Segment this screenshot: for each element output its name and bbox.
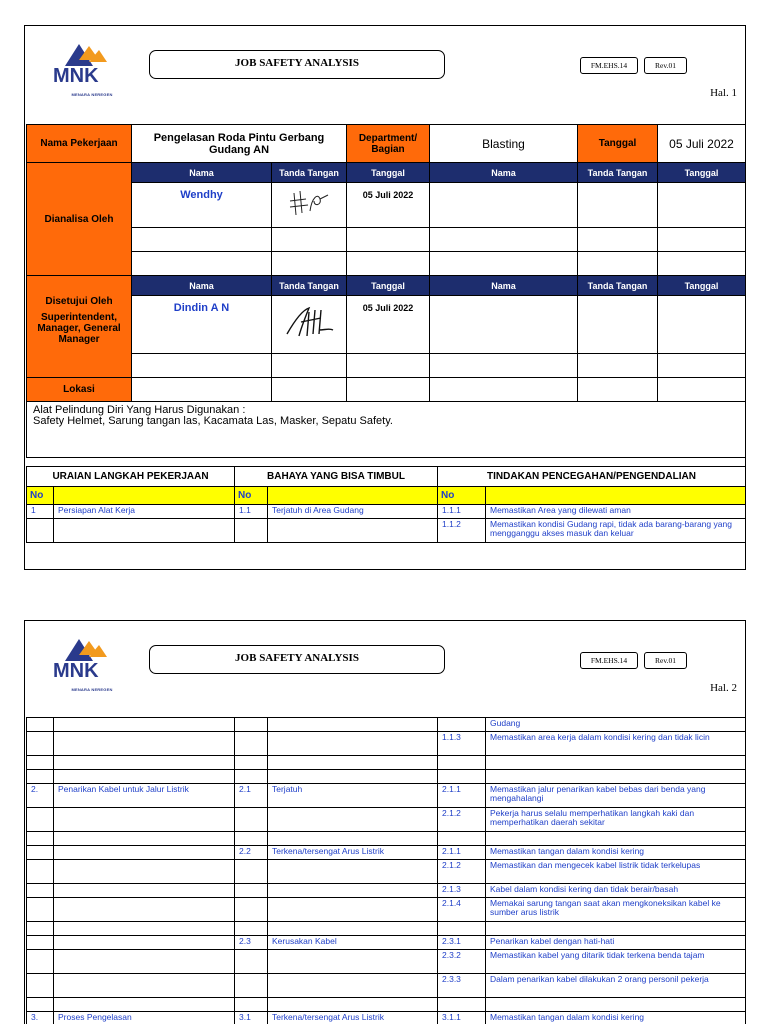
cell-step — [54, 832, 235, 846]
job-info-table — [26, 124, 746, 458]
cell-n2: 3.1 — [235, 1012, 268, 1024]
analyzed-by-label: Dianalisa Oleh — [27, 163, 132, 276]
cell-n1 — [27, 974, 54, 998]
cell-hazard — [268, 950, 438, 974]
cell-n3 — [438, 832, 486, 846]
job-name-label: Nama Pekerjaan — [27, 125, 132, 163]
cell-step — [54, 884, 235, 898]
col-header-date: Tanggal — [658, 163, 746, 183]
cell-control — [486, 922, 746, 936]
cell-step — [54, 950, 235, 974]
revision-code: Rev.01 — [644, 57, 687, 74]
page-number: Hal. 2 — [710, 682, 737, 694]
table-row — [27, 832, 746, 846]
cell-hazard: Terkena/tersengat Arus Listrik — [268, 846, 438, 860]
cell-hazard — [268, 732, 438, 756]
cell-n2: 2.2 — [235, 846, 268, 860]
signature-image-icon — [284, 185, 334, 221]
cell-control: Penarikan kabel dengan hati-hati — [486, 936, 746, 950]
table-row — [27, 732, 746, 756]
approved-by-label — [27, 276, 132, 378]
cell-hazard — [268, 974, 438, 998]
ppe-items: Safety Helmet, Sarung tangan las, Kacamata Las, Masker, Sepatu Safety. — [33, 415, 393, 427]
cell-n3 — [438, 922, 486, 936]
cell-hazard: Terkena/tersengat Arus Listrik — [268, 1012, 438, 1024]
cell-n3: 2.1.1 — [438, 846, 486, 860]
cell-step: Persiapan Alat Kerja — [54, 505, 235, 519]
steps-table-continued — [26, 717, 746, 1024]
cell-control: Memastikan dan mengecek kabel listrik tidak terkelupas — [486, 860, 746, 884]
table-row — [27, 936, 746, 950]
cell-step — [54, 846, 235, 860]
cell-n2 — [235, 808, 268, 832]
cell-hazard — [268, 998, 438, 1012]
cell-n1 — [27, 846, 54, 860]
cell-control: Memastikan kondisi Gudang rapi, tidak ada barang-barang yang mengganggu akses masuk dan keluar — [486, 519, 746, 543]
page-number: Hal. 1 — [710, 87, 737, 99]
no-header: No — [438, 487, 486, 505]
cell-n2: 2.1 — [235, 784, 268, 808]
approver-date: 05 Juli 2022 — [347, 296, 430, 354]
revision-code: Rev.01 — [644, 652, 687, 669]
steps-table — [26, 466, 746, 543]
cell-n1 — [27, 770, 54, 784]
cell-n1: 3. — [27, 1012, 54, 1024]
table-row — [27, 784, 746, 808]
date-label: Tanggal — [578, 125, 658, 163]
form-code: FM.EHS.14 — [580, 652, 638, 669]
cell-hazard — [268, 519, 438, 543]
cell-hazard — [268, 718, 438, 732]
cell-hazard — [268, 898, 438, 922]
analyst-date: 05 Juli 2022 — [347, 183, 430, 228]
ppe-section — [27, 402, 746, 458]
table-row — [27, 860, 746, 884]
cell-n1 — [27, 808, 54, 832]
col-header-name: Nama — [430, 276, 578, 296]
cell-n1 — [27, 718, 54, 732]
company-logo — [45, 34, 137, 96]
cell-hazard — [268, 860, 438, 884]
cell-step — [54, 718, 235, 732]
cell-control — [486, 770, 746, 784]
cell-hazard — [268, 922, 438, 936]
cell-n2 — [235, 898, 268, 922]
no-header: No — [27, 487, 54, 505]
cell-n2 — [235, 998, 268, 1012]
cell-n3: 2.1.3 — [438, 884, 486, 898]
table-row — [27, 974, 746, 998]
logo-mark-icon — [45, 34, 137, 86]
cell-n1 — [27, 519, 54, 543]
cell-step — [54, 756, 235, 770]
logo-text: MNK — [53, 660, 99, 681]
cell-n3: 1.1.3 — [438, 732, 486, 756]
cell-hazard — [268, 832, 438, 846]
logo-subtitle: MENARA NEREGEN — [71, 687, 113, 692]
approver-signature — [272, 296, 347, 354]
col-header-signature: Tanda Tangan — [272, 276, 347, 296]
cell-n2: 1.1 — [235, 505, 268, 519]
cell-step — [54, 922, 235, 936]
date-value: 05 Juli 2022 — [658, 125, 746, 163]
cell-n2 — [235, 922, 268, 936]
cell-control: Memakai sarung tangan saat akan mengkoneksikan kabel ke sumber arus listrik — [486, 898, 746, 922]
analyst-signature — [272, 183, 347, 228]
table-row — [27, 1012, 746, 1024]
controls-header: TINDAKAN PENCEGAHAN/PENGENDALIAN — [438, 467, 746, 487]
col-header-date: Tanggal — [658, 276, 746, 296]
cell-hazard: Terjatuh — [268, 784, 438, 808]
cell-step — [54, 808, 235, 832]
cell-n3: 1.1.1 — [438, 505, 486, 519]
cell-control — [486, 756, 746, 770]
cell-step — [54, 860, 235, 884]
cell-n1 — [27, 832, 54, 846]
table-row — [27, 756, 746, 770]
hazards-header: BAHAYA YANG BISA TIMBUL — [235, 467, 438, 487]
table-row — [27, 519, 746, 543]
col-header-signature: Tanda Tangan — [578, 276, 658, 296]
col-header-date: Tanggal — [347, 163, 430, 183]
cell-hazard — [268, 808, 438, 832]
cell-n2 — [235, 974, 268, 998]
cell-control: Memastikan tangan dalam kondisi kering — [486, 1012, 746, 1024]
cell-step — [54, 770, 235, 784]
approver-roles: Superintendent, Manager, General Manager — [37, 312, 121, 345]
cell-n3: 3.1.1 — [438, 1012, 486, 1024]
cell-hazard: Kerusakan Kabel — [268, 936, 438, 950]
cell-control: Pekerja harus selalu memperhatikan langkah kaki dan memperhatikan daerah sekitar — [486, 808, 746, 832]
cell-n2 — [235, 756, 268, 770]
cell-hazard — [268, 884, 438, 898]
table-row — [27, 884, 746, 898]
cell-step — [54, 998, 235, 1012]
cell-n3: 1.1.2 — [438, 519, 486, 543]
col-header-name: Nama — [132, 276, 272, 296]
analyst-name: Wendhy — [132, 183, 272, 228]
approver-name: Dindin A N — [132, 296, 272, 354]
page-2 — [24, 620, 746, 1024]
ppe-title: Alat Pelindung Diri Yang Harus Digunakan : — [33, 404, 246, 416]
table-row — [27, 950, 746, 974]
cell-n1 — [27, 936, 54, 950]
cell-n1: 2. — [27, 784, 54, 808]
cell-step — [54, 732, 235, 756]
page-1 — [24, 25, 746, 570]
cell-n1 — [27, 860, 54, 884]
cell-control: Memastikan Area yang dilewati aman — [486, 505, 746, 519]
cell-control: Memastikan kabel yang ditarik tidak terkena benda tajam — [486, 950, 746, 974]
cell-n3: 2.3.2 — [438, 950, 486, 974]
table-row — [27, 898, 746, 922]
table-row — [27, 770, 746, 784]
job-name-value: Pengelasan Roda Pintu Gerbang Gudang AN — [132, 125, 347, 163]
approved-by-title: Disetujui Oleh — [45, 296, 113, 307]
cell-n3: 2.1.4 — [438, 898, 486, 922]
cell-n2 — [235, 519, 268, 543]
cell-n2 — [235, 860, 268, 884]
col-header-name: Nama — [132, 163, 272, 183]
cell-n3 — [438, 756, 486, 770]
page-header — [25, 621, 745, 711]
no-header: No — [235, 487, 268, 505]
page-header — [25, 26, 745, 116]
col-header-signature: Tanda Tangan — [578, 163, 658, 183]
cell-n3 — [438, 998, 486, 1012]
col-header-date: Tanggal — [347, 276, 430, 296]
cell-n1: 1 — [27, 505, 54, 519]
form-code: FM.EHS.14 — [580, 57, 638, 74]
cell-n1 — [27, 922, 54, 936]
cell-n1 — [27, 998, 54, 1012]
col-header-name: Nama — [430, 163, 578, 183]
cell-n2: 2.3 — [235, 936, 268, 950]
cell-n3 — [438, 770, 486, 784]
table-row — [27, 808, 746, 832]
cell-n2 — [235, 732, 268, 756]
cell-n2 — [235, 718, 268, 732]
cell-hazard — [268, 770, 438, 784]
cell-n2 — [235, 770, 268, 784]
table-row — [27, 505, 746, 519]
table-row — [27, 922, 746, 936]
cell-step: Proses Pengelasan — [54, 1012, 235, 1024]
cell-control: Memastikan jalur penarikan kabel bebas dari benda yang mengahalangi — [486, 784, 746, 808]
cell-n1 — [27, 732, 54, 756]
cell-step — [54, 974, 235, 998]
cell-control — [486, 998, 746, 1012]
cell-step — [54, 898, 235, 922]
cell-n3: 2.1.2 — [438, 808, 486, 832]
cell-step — [54, 936, 235, 950]
cell-n1 — [27, 884, 54, 898]
table-row — [27, 998, 746, 1012]
cell-control — [486, 832, 746, 846]
logo-mark-icon — [45, 629, 137, 681]
cell-n3: 2.3.3 — [438, 974, 486, 998]
cell-step — [54, 519, 235, 543]
cell-n3: 2.1.2 — [438, 860, 486, 884]
cell-n2 — [235, 884, 268, 898]
cell-control: Kabel dalam kondisi kering dan tidak berair/basah — [486, 884, 746, 898]
col-header-signature: Tanda Tangan — [272, 163, 347, 183]
cell-control: Dalam penarikan kabel dilakukan 2 orang personil pekerja — [486, 974, 746, 998]
logo-subtitle: MENARA NEREGEN — [71, 92, 113, 97]
table-row — [27, 846, 746, 860]
document-title: JOB SAFETY ANALYSIS — [149, 645, 445, 674]
cell-n2 — [235, 832, 268, 846]
cell-control: Memastikan area kerja dalam kondisi kering dan tidak licin — [486, 732, 746, 756]
company-logo — [45, 629, 137, 691]
steps-header: URAIAN LANGKAH PEKERJAAN — [27, 467, 235, 487]
cell-n2 — [235, 950, 268, 974]
department-label: Department/ Bagian — [347, 125, 430, 163]
cell-n3 — [438, 718, 486, 732]
cell-control: Memastikan tangan dalam kondisi kering — [486, 846, 746, 860]
cell-hazard — [268, 756, 438, 770]
cell-control: Gudang — [486, 718, 746, 732]
cell-step: Penarikan Kabel untuk Jalur Listrik — [54, 784, 235, 808]
signature-image-icon — [279, 300, 339, 344]
document-title: JOB SAFETY ANALYSIS — [149, 50, 445, 79]
cell-n3: 2.1.1 — [438, 784, 486, 808]
logo-text: MNK — [53, 65, 99, 86]
cell-n1 — [27, 898, 54, 922]
department-value: Blasting — [430, 125, 578, 163]
cell-n3: 2.3.1 — [438, 936, 486, 950]
cell-n1 — [27, 756, 54, 770]
table-row — [27, 718, 746, 732]
location-label: Lokasi — [27, 378, 132, 402]
cell-hazard: Terjatuh di Area Gudang — [268, 505, 438, 519]
cell-n1 — [27, 950, 54, 974]
